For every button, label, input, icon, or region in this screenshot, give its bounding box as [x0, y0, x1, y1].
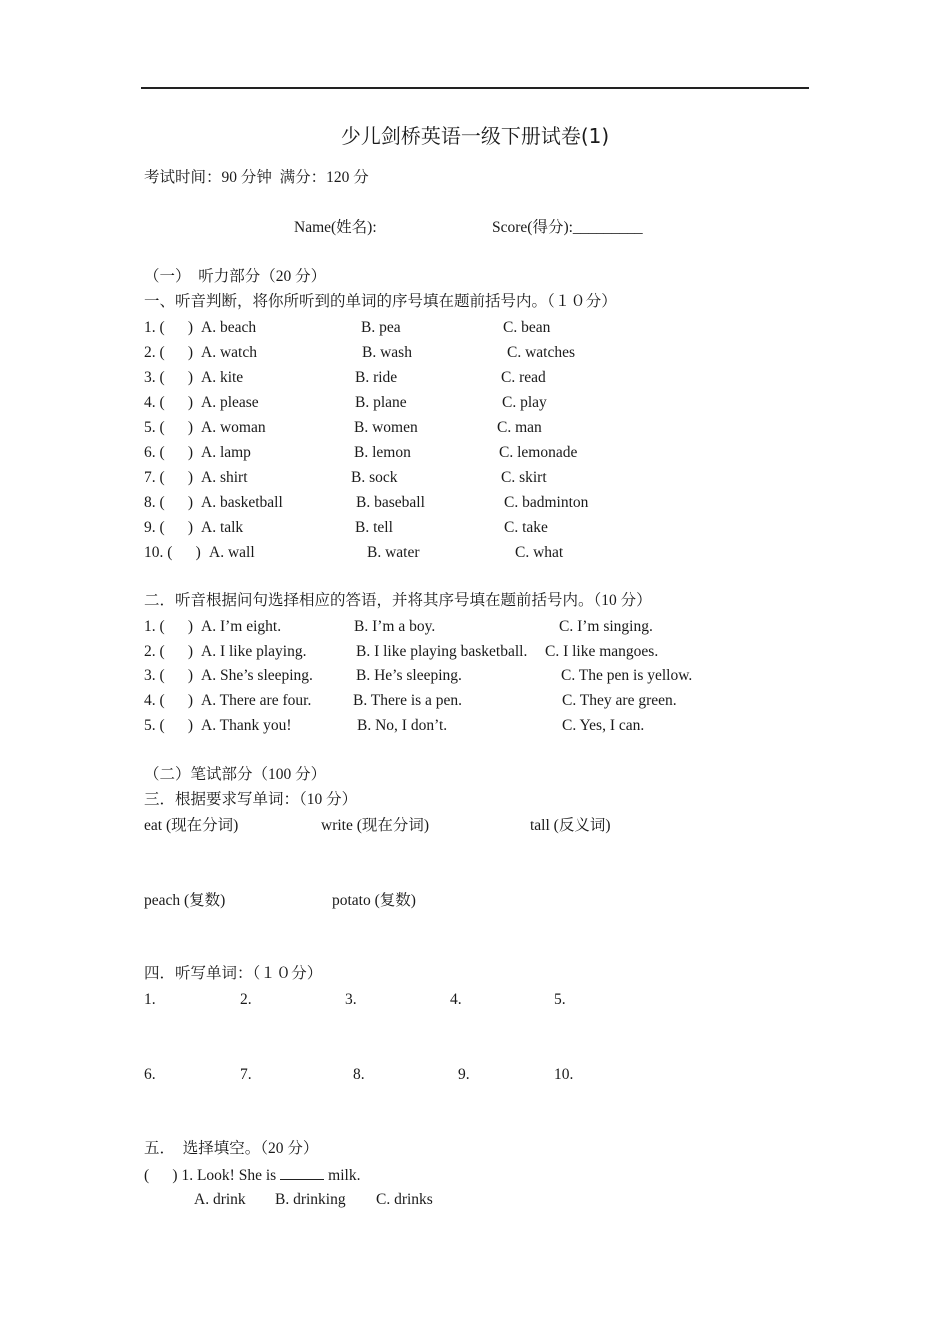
option-a: A. please — [201, 394, 259, 411]
item-number: 1. ( ) — [144, 319, 194, 336]
option-c: C. They are green. — [562, 692, 677, 709]
option-a: A. kite — [201, 369, 244, 386]
option-c: C. The pen is yellow. — [561, 667, 693, 684]
option-c: C. read — [501, 369, 546, 386]
option-b: B. women — [354, 419, 418, 436]
item-number: 5. ( ) — [144, 717, 194, 734]
exam-info: 考试时间：90 分钟 满分：120 分 — [144, 169, 369, 186]
option-b: B. There is a pen. — [353, 692, 463, 709]
name-label: Name(姓名): — [294, 219, 377, 236]
option-b: B. He’s sleeping. — [356, 667, 462, 684]
item-number: 8. ( ) — [144, 494, 194, 511]
item-number: 4. ( ) — [144, 394, 194, 411]
item-number: 4. ( ) — [144, 692, 194, 709]
dictation-number: 3. — [345, 991, 357, 1008]
option-c: C. watches — [507, 344, 576, 361]
sec1-heading: 一、听音判断，将你所听到的单词的序号填在题前括号内。（１０分） — [144, 293, 617, 310]
dictation-number: 4. — [450, 991, 462, 1008]
option-c: C. drinks — [376, 1191, 433, 1208]
dictation-number: 6. — [144, 1066, 156, 1083]
option-a: A. I like playing. — [201, 643, 307, 660]
sec3-heading: 三．根据要求写单词：（10 分） — [144, 791, 358, 808]
item-number: 6. ( ) — [144, 444, 194, 461]
dictation-number: 9. — [458, 1066, 470, 1083]
option-c: C. I’m singing. — [559, 618, 653, 635]
item-number: 3. ( ) — [144, 667, 194, 684]
dictation-number: 1. — [144, 991, 156, 1008]
option-c: C. play — [502, 394, 547, 411]
item-number: 9. ( ) — [144, 519, 194, 536]
option-c: C. badminton — [504, 494, 589, 511]
option-a: A. There are four. — [201, 692, 312, 709]
option-a: A. wall — [209, 544, 255, 561]
option-b: B. drinking — [275, 1191, 346, 1208]
option-c: C. skirt — [501, 469, 547, 486]
option-c: C. I like mangoes. — [545, 643, 659, 660]
option-a: A. beach — [201, 319, 257, 336]
question-1 — [144, 1165, 360, 1186]
option-b: B. lemon — [354, 444, 411, 461]
word-prompt: eat (现在分词) — [144, 817, 239, 834]
option-b: B. sock — [351, 469, 398, 486]
option-c: C. what — [515, 544, 564, 561]
option-c: C. take — [504, 519, 548, 536]
option-b: B. wash — [362, 344, 412, 361]
item-number: 2. ( ) — [144, 643, 194, 660]
part2-heading: （二）笔试部分（100 分） — [144, 766, 327, 783]
item-number: 2. ( ) — [144, 344, 194, 361]
option-b: B. baseball — [356, 494, 425, 511]
option-a: A. lamp — [201, 444, 251, 461]
sec4-heading: 四．听写单词：（１０分） — [144, 965, 323, 982]
dictation-number: 7. — [240, 1066, 252, 1083]
option-b: B. water — [367, 544, 420, 561]
question-text: milk. — [328, 1167, 361, 1184]
word-prompt: tall (反义词) — [530, 817, 611, 834]
part1-heading: （一） 听力部分（20 分） — [144, 268, 327, 285]
top-rule — [141, 87, 809, 89]
dictation-number: 10. — [554, 1066, 574, 1083]
option-b: B. tell — [355, 519, 393, 536]
option-b: B. I’m a boy. — [354, 618, 436, 635]
option-a: A. shirt — [201, 469, 248, 486]
answer-blank — [280, 1165, 324, 1180]
option-b: B. ride — [355, 369, 398, 386]
option-a: A. basketball — [201, 494, 283, 511]
option-a: A. drink — [194, 1191, 246, 1208]
dictation-number: 2. — [240, 991, 252, 1008]
dictation-number: 5. — [554, 991, 566, 1008]
option-b: B. I like playing basketball. — [356, 643, 528, 660]
option-a: A. She’s sleeping. — [201, 667, 313, 684]
option-a: A. Thank you! — [201, 717, 292, 734]
sec5-heading: 五． 选择填空。（20 分） — [144, 1140, 319, 1157]
option-b: B. pea — [361, 319, 401, 336]
option-a: A. watch — [201, 344, 257, 361]
item-number: 3. ( ) — [144, 369, 194, 386]
question-text: ( ) 1. Look! She is — [144, 1167, 277, 1184]
item-number: 10. ( ) — [144, 544, 201, 561]
option-c: C. lemonade — [499, 444, 578, 461]
page-title: 少儿剑桥英语一级下册试卷(1) — [340, 124, 610, 148]
word-prompt: potato (复数) — [332, 892, 416, 909]
option-a: A. woman — [201, 419, 266, 436]
item-number: 1. ( ) — [144, 618, 194, 635]
item-number: 5. ( ) — [144, 419, 194, 436]
score-label: Score(得分):_________ — [492, 219, 643, 236]
sec2-heading: 二．听音根据问句选择相应的答语，并将其序号填在题前括号内。（10 分） — [144, 592, 652, 609]
item-number: 7. ( ) — [144, 469, 194, 486]
option-c: C. Yes, I can. — [562, 717, 645, 734]
word-prompt: write (现在分词) — [321, 817, 430, 834]
option-a: A. I’m eight. — [201, 618, 282, 635]
option-c: C. bean — [503, 319, 551, 336]
option-b: B. No, I don’t. — [357, 717, 448, 734]
option-a: A. talk — [201, 519, 244, 536]
option-b: B. plane — [355, 394, 407, 411]
dictation-number: 8. — [353, 1066, 365, 1083]
word-prompt: peach (复数) — [144, 892, 226, 909]
option-c: C. man — [497, 419, 542, 436]
